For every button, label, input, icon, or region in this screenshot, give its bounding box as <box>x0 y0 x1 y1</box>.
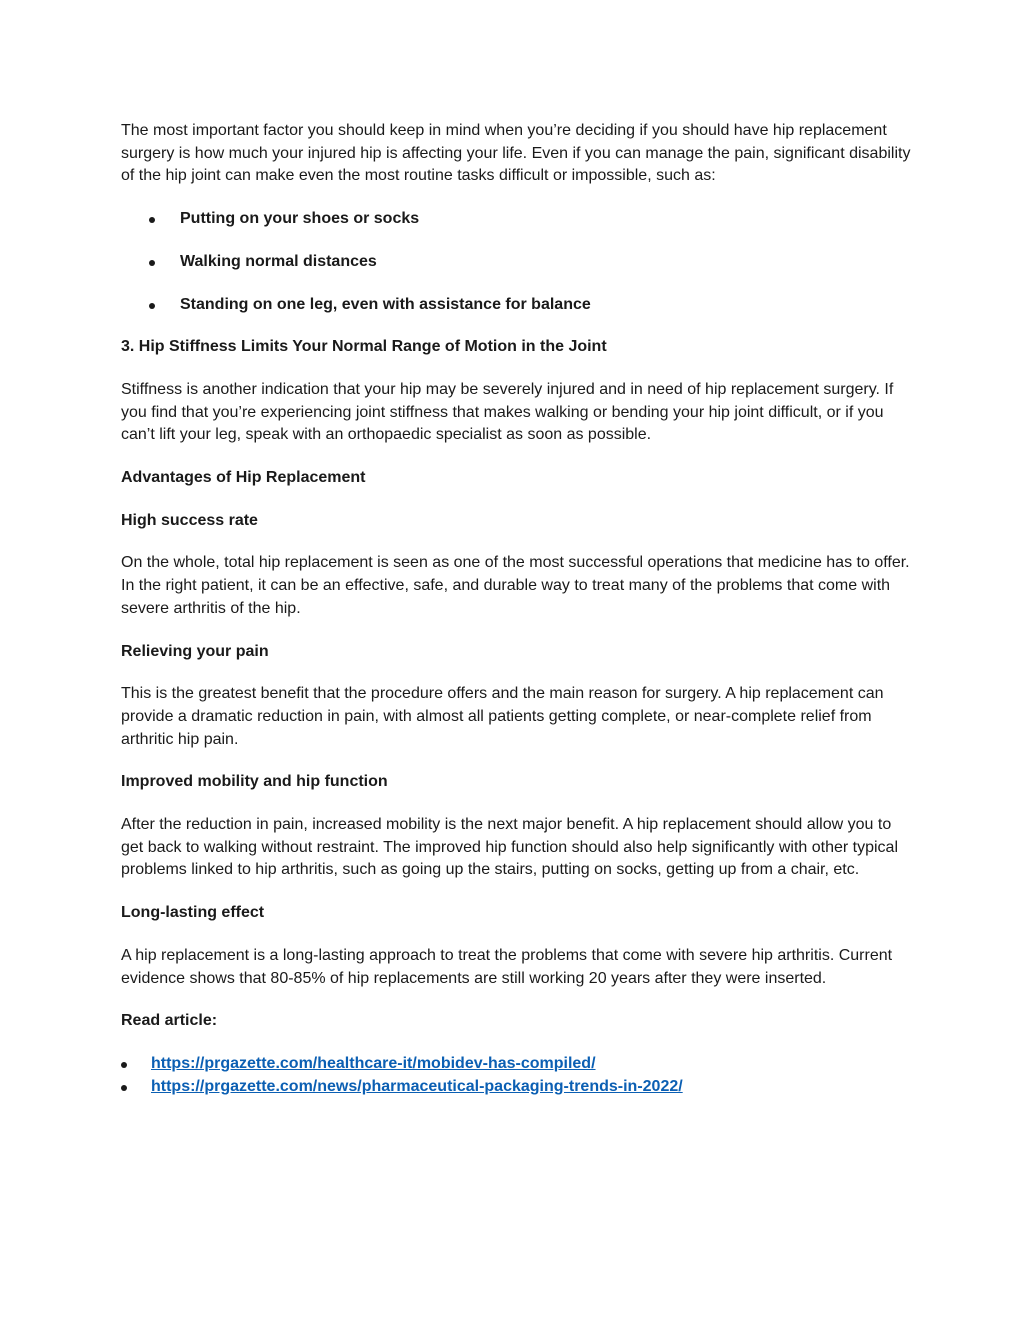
subsection-heading: High success rate <box>121 511 258 529</box>
tasks-list <box>121 208 911 316</box>
list-item-text: Walking normal distances <box>180 252 377 270</box>
list-item <box>121 1053 911 1076</box>
bullet-icon <box>149 303 155 309</box>
article-links-list <box>121 1053 911 1098</box>
section-heading: 3. Hip Stiffness Limits Your Normal Range of Motion in the Joint <box>121 338 607 356</box>
advantages-heading: Advantages of Hip Replacement <box>121 469 366 487</box>
bullet-icon <box>121 1062 127 1068</box>
bullet-icon <box>149 217 155 223</box>
subsection-paragraph: After the reduction in pain, increased mobility is the next major benefit. A hip replacement should allow you to get back to walking without restraint. The improved hip function should also help significantly with other typical problems linked to hip arthritis, such as going up the stairs, putting on socks, getting up from a chair, etc. <box>121 816 899 879</box>
list-item <box>121 294 911 317</box>
article-link[interactable]: https://prgazette.com/healthcare-it/mobidev-has-compiled/ <box>151 1054 596 1072</box>
list-item-text: Putting on your shoes or socks <box>180 210 420 228</box>
subsection-heading: Relieving your pain <box>121 642 269 660</box>
subsection-paragraph: This is the greatest benefit that the procedure offers and the main reason for surgery. A hip replacement can provide a dramatic reduction in pain, with almost all patients getting complete, or near-complete relief from arthritic hip pain. <box>121 685 884 748</box>
subsection-heading: Long-lasting effect <box>121 904 265 922</box>
subsection-paragraph: A hip replacement is a long-lasting approach to treat the problems that come with severe hip arthritis. Current evidence shows that 80-85% of hip replacements are still working 20 years after they were inserted. <box>121 946 893 987</box>
subsection-paragraph: On the whole, total hip replacement is seen as one of the most successful operations that medicine has to offer. In the right patient, it can be an effective, safe, and durable way to treat many of the problems that come with severe arthritis of the hip. <box>121 554 910 617</box>
read-article-heading: Read article: <box>121 1012 218 1030</box>
section-paragraph: Stiffness is another indication that your hip may be severely injured and in need of hip replacement surgery. If you find that you’re experiencing joint stiffness that makes walking or bending your hip joint difficult, or if you can’t lift your leg, speak with an orthopaedic specialist as soon as possible. <box>121 380 894 444</box>
article-link[interactable]: https://prgazette.com/news/pharmaceutical-packaging-trends-in-2022/ <box>151 1077 683 1095</box>
bullet-icon <box>121 1085 127 1091</box>
bullet-icon <box>149 260 155 266</box>
list-item-text: Standing on one leg, even with assistance for balance <box>180 295 591 313</box>
document-page <box>121 120 911 1098</box>
intro-paragraph: The most important factor you should keep in mind when you’re deciding if you should have hip replacement surgery is how much your injured hip is affecting your life. Even if you can manage the pain, significant disability of the hip joint can make even the most routine tasks difficult or impossible, such as: <box>121 122 911 185</box>
list-item <box>121 208 911 231</box>
list-item <box>121 251 911 274</box>
list-item <box>121 1076 911 1099</box>
subsection-heading: Improved mobility and hip function <box>121 773 388 791</box>
